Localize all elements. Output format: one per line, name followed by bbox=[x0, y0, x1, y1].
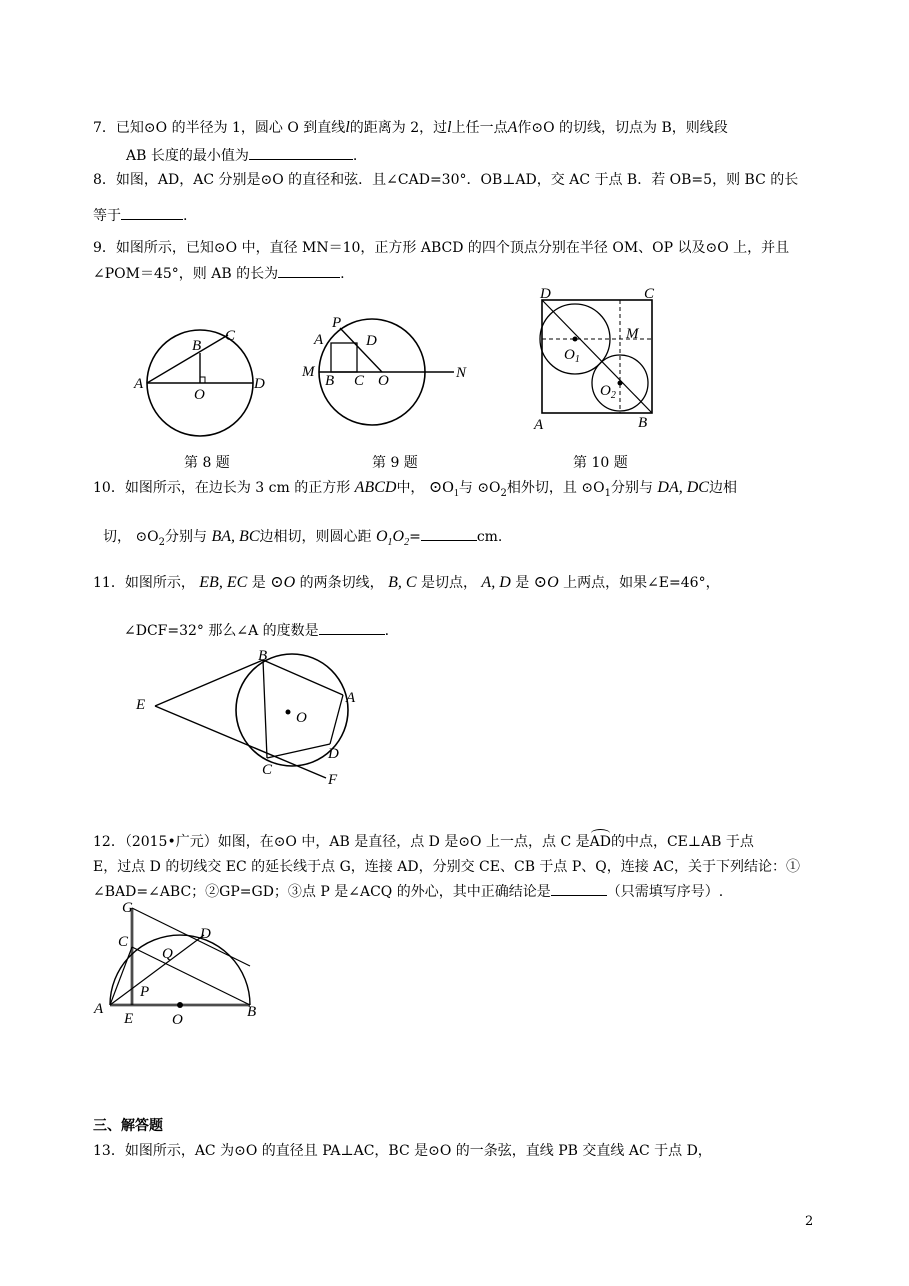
fig10-label-m: M bbox=[626, 326, 639, 342]
figure-11 bbox=[130, 648, 370, 788]
figure-10 bbox=[530, 283, 670, 433]
fig12-label-q: Q bbox=[162, 946, 173, 962]
fig12-label-c: C bbox=[118, 934, 129, 950]
fig10-label-o1: $O_1$ bbox=[564, 347, 580, 365]
fig10-label-o2: $O_2$ bbox=[600, 383, 616, 401]
caption-fig8: 第 8 题 bbox=[184, 455, 230, 471]
q8-line1: 8．如图，AD，AC 分别是⊙O 的直径和弦．且∠CAD=30°．OB⊥AD，交 AC 于点 B．若 OB=5，则 BC 的长 bbox=[93, 172, 799, 188]
fig9-label-b: B bbox=[325, 373, 335, 389]
figure-8 bbox=[134, 320, 270, 440]
fig9-label-o: O bbox=[378, 373, 389, 389]
q13-line1: 13．如图所示，AC 为⊙O 的直径且 PA⊥AC，BC 是⊙O 的一条弦，直线 PB 交直线 AC 于点 D， bbox=[93, 1143, 712, 1159]
page-number: 2 bbox=[805, 1214, 814, 1229]
fig9-label-d: D bbox=[366, 333, 377, 349]
q11-line2: ∠DCF=32° 那么∠A 的度数是 . bbox=[124, 620, 389, 641]
arc-ad: AD bbox=[589, 834, 611, 850]
fig12-label-b: B bbox=[247, 1004, 257, 1020]
q10-line2: 切， $⊙O_2$分别与 BA, BC边相切，则圆心距 $O_1O_2=$ cm. bbox=[103, 528, 503, 549]
fig9-label-c: C bbox=[354, 373, 365, 389]
figure-9 bbox=[300, 310, 470, 440]
fig12-label-a: A bbox=[94, 1001, 104, 1017]
fig10-label-a: A bbox=[534, 417, 544, 433]
fig12-label-p: P bbox=[140, 984, 150, 1000]
q9-answer-blank[interactable] bbox=[278, 263, 340, 278]
q12-line2: E，过点 D 的切线交 EC 的延长线于点 G，连接 AD，分别交 CE、CB 于点 P、Q，连接 AC，关于下列结论：① bbox=[93, 859, 801, 875]
q8-line2: 等于 . bbox=[93, 205, 187, 226]
fig8-label-c: C bbox=[225, 328, 236, 344]
fig9-label-p: P bbox=[332, 315, 342, 331]
q9-line1: 9．如图所示，已知⊙O 中，直径 MN＝10，正方形 ABCD 的四个顶点分别在半径 OM、OP 以及⊙O 上，并且 bbox=[93, 240, 790, 256]
fig12-label-o: O bbox=[172, 1012, 183, 1028]
caption-fig9: 第 9 题 bbox=[372, 455, 418, 471]
caption-fig10: 第 10 题 bbox=[573, 455, 628, 471]
fig11-label-f: F bbox=[328, 772, 338, 788]
q12-line1: 12．（2015•广元）如图，在⊙O 中，AB 是直径，点 D 是⊙O 上一点，点 C 是AD的中点，CE⊥AB 于点 bbox=[93, 834, 754, 850]
section-heading-3: 三、解答题 bbox=[93, 1118, 163, 1134]
q7-line1: 7．已知⊙O 的半径为 1，圆心 O 到直线l的距离为 2，过l上任一点A作⊙O 的切线，切点为 B，则线段 bbox=[93, 119, 728, 136]
fig11-label-c: C bbox=[262, 762, 273, 778]
fig9-label-a: A bbox=[314, 332, 324, 348]
fig12-label-e: E bbox=[124, 1011, 134, 1027]
q10-answer-blank[interactable] bbox=[421, 526, 477, 541]
q9-line2: ∠POM＝45°，则 AB 的长为 . bbox=[93, 263, 345, 284]
fig11-label-d: D bbox=[328, 746, 339, 762]
q12-line3: ∠BAD=∠ABC；②GP=GD；③点 P 是∠ACQ 的外心，其中正确结论是 （只需填写序号）. bbox=[93, 881, 723, 902]
fig8-label-b: B bbox=[192, 338, 202, 354]
fig10-label-b: B bbox=[638, 415, 648, 431]
q7-answer-blank[interactable] bbox=[249, 145, 353, 160]
fig11-label-o: O bbox=[296, 710, 307, 726]
fig11-label-b: B bbox=[258, 648, 268, 664]
fig10-label-d: D bbox=[540, 286, 551, 302]
q11-line1: 11．如图所示， EB, EC 是 ⊙O 的两条切线， B, C 是切点， A, D 是 ⊙O 上两点，如果∠E=46°， bbox=[93, 574, 720, 591]
fig11-label-a: A bbox=[346, 690, 356, 706]
fig12-label-g: G bbox=[122, 900, 133, 916]
q8-answer-blank[interactable] bbox=[121, 205, 183, 220]
fig9-label-m: M bbox=[302, 364, 315, 380]
fig12-label-d: D bbox=[200, 926, 211, 942]
fig9-label-n: N bbox=[456, 365, 467, 381]
fig8-label-a: A bbox=[134, 376, 144, 392]
fig10-label-c: C bbox=[644, 286, 655, 302]
q10-line1: 10．如图所示，在边长为 3 cm 的正方形 ABCD中， $⊙O_1$与 $⊙O_2$相外切，且 $⊙O_1$分别与 DA, DC边相 bbox=[93, 479, 737, 500]
q11-answer-blank[interactable] bbox=[319, 620, 385, 635]
fig8-label-o: O bbox=[194, 387, 205, 403]
figure-12 bbox=[92, 898, 272, 1028]
q12-answer-blank[interactable] bbox=[551, 881, 607, 896]
q7-line2: AB 长度的最小值为 . bbox=[126, 145, 357, 166]
fig11-label-e: E bbox=[136, 697, 146, 713]
fig8-label-d: D bbox=[254, 376, 265, 392]
